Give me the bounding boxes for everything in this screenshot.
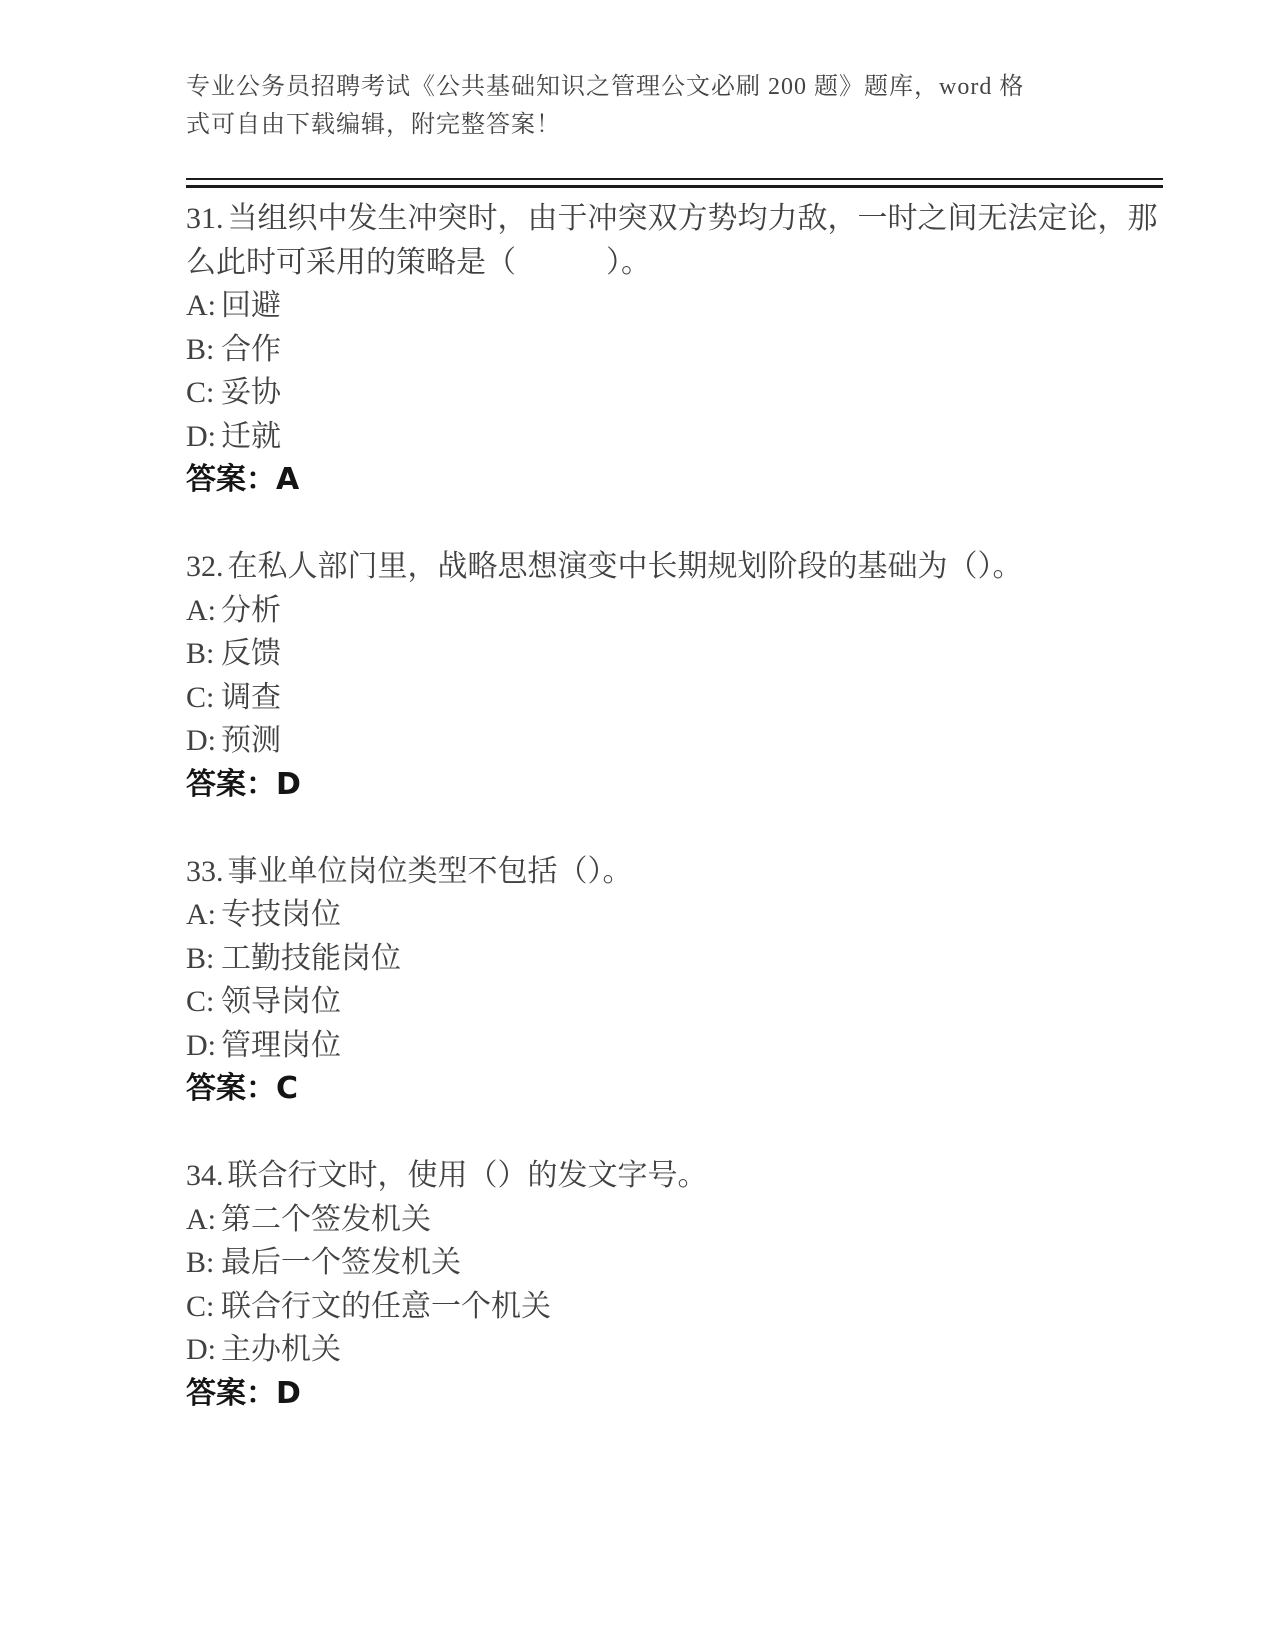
- option-text: 联合行文的任意一个机关: [221, 1289, 551, 1323]
- option-text: 合作: [221, 332, 281, 366]
- question-text: [186, 545, 1163, 589]
- option-line: [186, 371, 1163, 415]
- option-text: 迁就: [221, 419, 281, 453]
- answer-label: 答案：: [186, 1375, 276, 1411]
- option-text: 调查: [221, 680, 281, 714]
- option-label: C:: [186, 1289, 215, 1323]
- answer-value: A: [276, 462, 300, 497]
- option-line: [186, 980, 1163, 1024]
- answer-value: C: [276, 1071, 299, 1106]
- question-text: [186, 1154, 1163, 1198]
- option-line: [186, 937, 1163, 981]
- option-text: 最后一个签发机关: [221, 1246, 461, 1279]
- question-body: 在私人部门里，战略思想演变中长期规划阶段的基础为（）。: [227, 550, 1023, 583]
- options-list: [186, 893, 1163, 1067]
- option-line: [186, 415, 1163, 459]
- option-text: 第二个签发机关: [221, 1202, 431, 1236]
- option-label: D:: [186, 419, 216, 453]
- question-block: [186, 545, 1163, 806]
- header-title-text: 专业公务员招聘考试《公共基础知识之管理公文必刷 200 题》题库，word 格式可自由下载编辑，附完整答案！: [186, 74, 1025, 138]
- option-text: 妥协: [221, 376, 281, 409]
- option-line: [186, 589, 1163, 633]
- option-line: [186, 893, 1163, 937]
- option-label: D:: [186, 1333, 216, 1366]
- question-block: [186, 1154, 1163, 1415]
- question-number: 32.: [186, 550, 224, 583]
- document-header: [186, 68, 1036, 144]
- option-text: 主办机关: [221, 1333, 341, 1366]
- option-label: A:: [186, 898, 216, 931]
- option-text: 管理岗位: [221, 1028, 341, 1062]
- option-line: [186, 1328, 1163, 1372]
- option-line: [186, 1285, 1163, 1329]
- options-list: [186, 284, 1163, 458]
- question-number: 33.: [186, 854, 224, 888]
- option-text: 反馈: [221, 637, 281, 670]
- option-line: [186, 328, 1163, 372]
- answer-value: D: [276, 766, 301, 802]
- option-line: [186, 1198, 1163, 1242]
- option-text: 领导岗位: [221, 985, 341, 1018]
- header-divider-line: [186, 178, 1163, 188]
- options-list: [186, 589, 1163, 763]
- option-label: B:: [186, 332, 215, 366]
- answer-label: 答案：: [186, 462, 276, 497]
- option-label: A:: [186, 593, 216, 627]
- option-label: A:: [186, 289, 216, 322]
- option-label: C:: [186, 985, 215, 1018]
- question-body: 联合行文时，使用（）的发文字号。: [227, 1159, 708, 1192]
- question-block: [186, 850, 1163, 1111]
- question-text: [186, 197, 1163, 284]
- option-text: 预测: [221, 724, 281, 757]
- option-label: B:: [186, 941, 215, 975]
- option-line: [186, 284, 1163, 328]
- question-text: [186, 850, 1163, 894]
- option-line: [186, 1024, 1163, 1068]
- option-text: 分析: [221, 593, 281, 627]
- question-body: 事业单位岗位类型不包括（）。: [227, 854, 633, 888]
- answer-value: D: [276, 1375, 301, 1411]
- option-label: D:: [186, 724, 216, 757]
- option-line: [186, 632, 1163, 676]
- option-label: A:: [186, 1202, 216, 1236]
- option-label: C:: [186, 376, 215, 409]
- answer-label: 答案：: [186, 766, 276, 802]
- answer-line: [186, 1067, 1163, 1111]
- answer-line: [186, 763, 1163, 807]
- option-label: D:: [186, 1028, 216, 1062]
- option-line: [186, 1241, 1163, 1285]
- answer-label: 答案：: [186, 1071, 276, 1106]
- question-body: 当组织中发生冲突时，由于冲突双方势均力敌，一时之间无法定论，那么此时可采用的策略是（ ）。: [186, 202, 1158, 279]
- question-number: 34.: [186, 1159, 224, 1192]
- option-label: B:: [186, 1246, 215, 1279]
- option-label: B:: [186, 637, 215, 670]
- question-block: [186, 197, 1163, 502]
- option-line: [186, 676, 1163, 720]
- options-list: [186, 1198, 1163, 1372]
- option-text: 回避: [221, 289, 281, 322]
- option-line: [186, 719, 1163, 763]
- option-text: 专技岗位: [221, 898, 341, 931]
- question-number: 31.: [186, 202, 224, 235]
- option-label: C:: [186, 680, 215, 714]
- answer-line: [186, 458, 1163, 502]
- answer-line: [186, 1372, 1163, 1416]
- questions-list: [186, 197, 1163, 1415]
- option-text: 工勤技能岗位: [221, 941, 401, 975]
